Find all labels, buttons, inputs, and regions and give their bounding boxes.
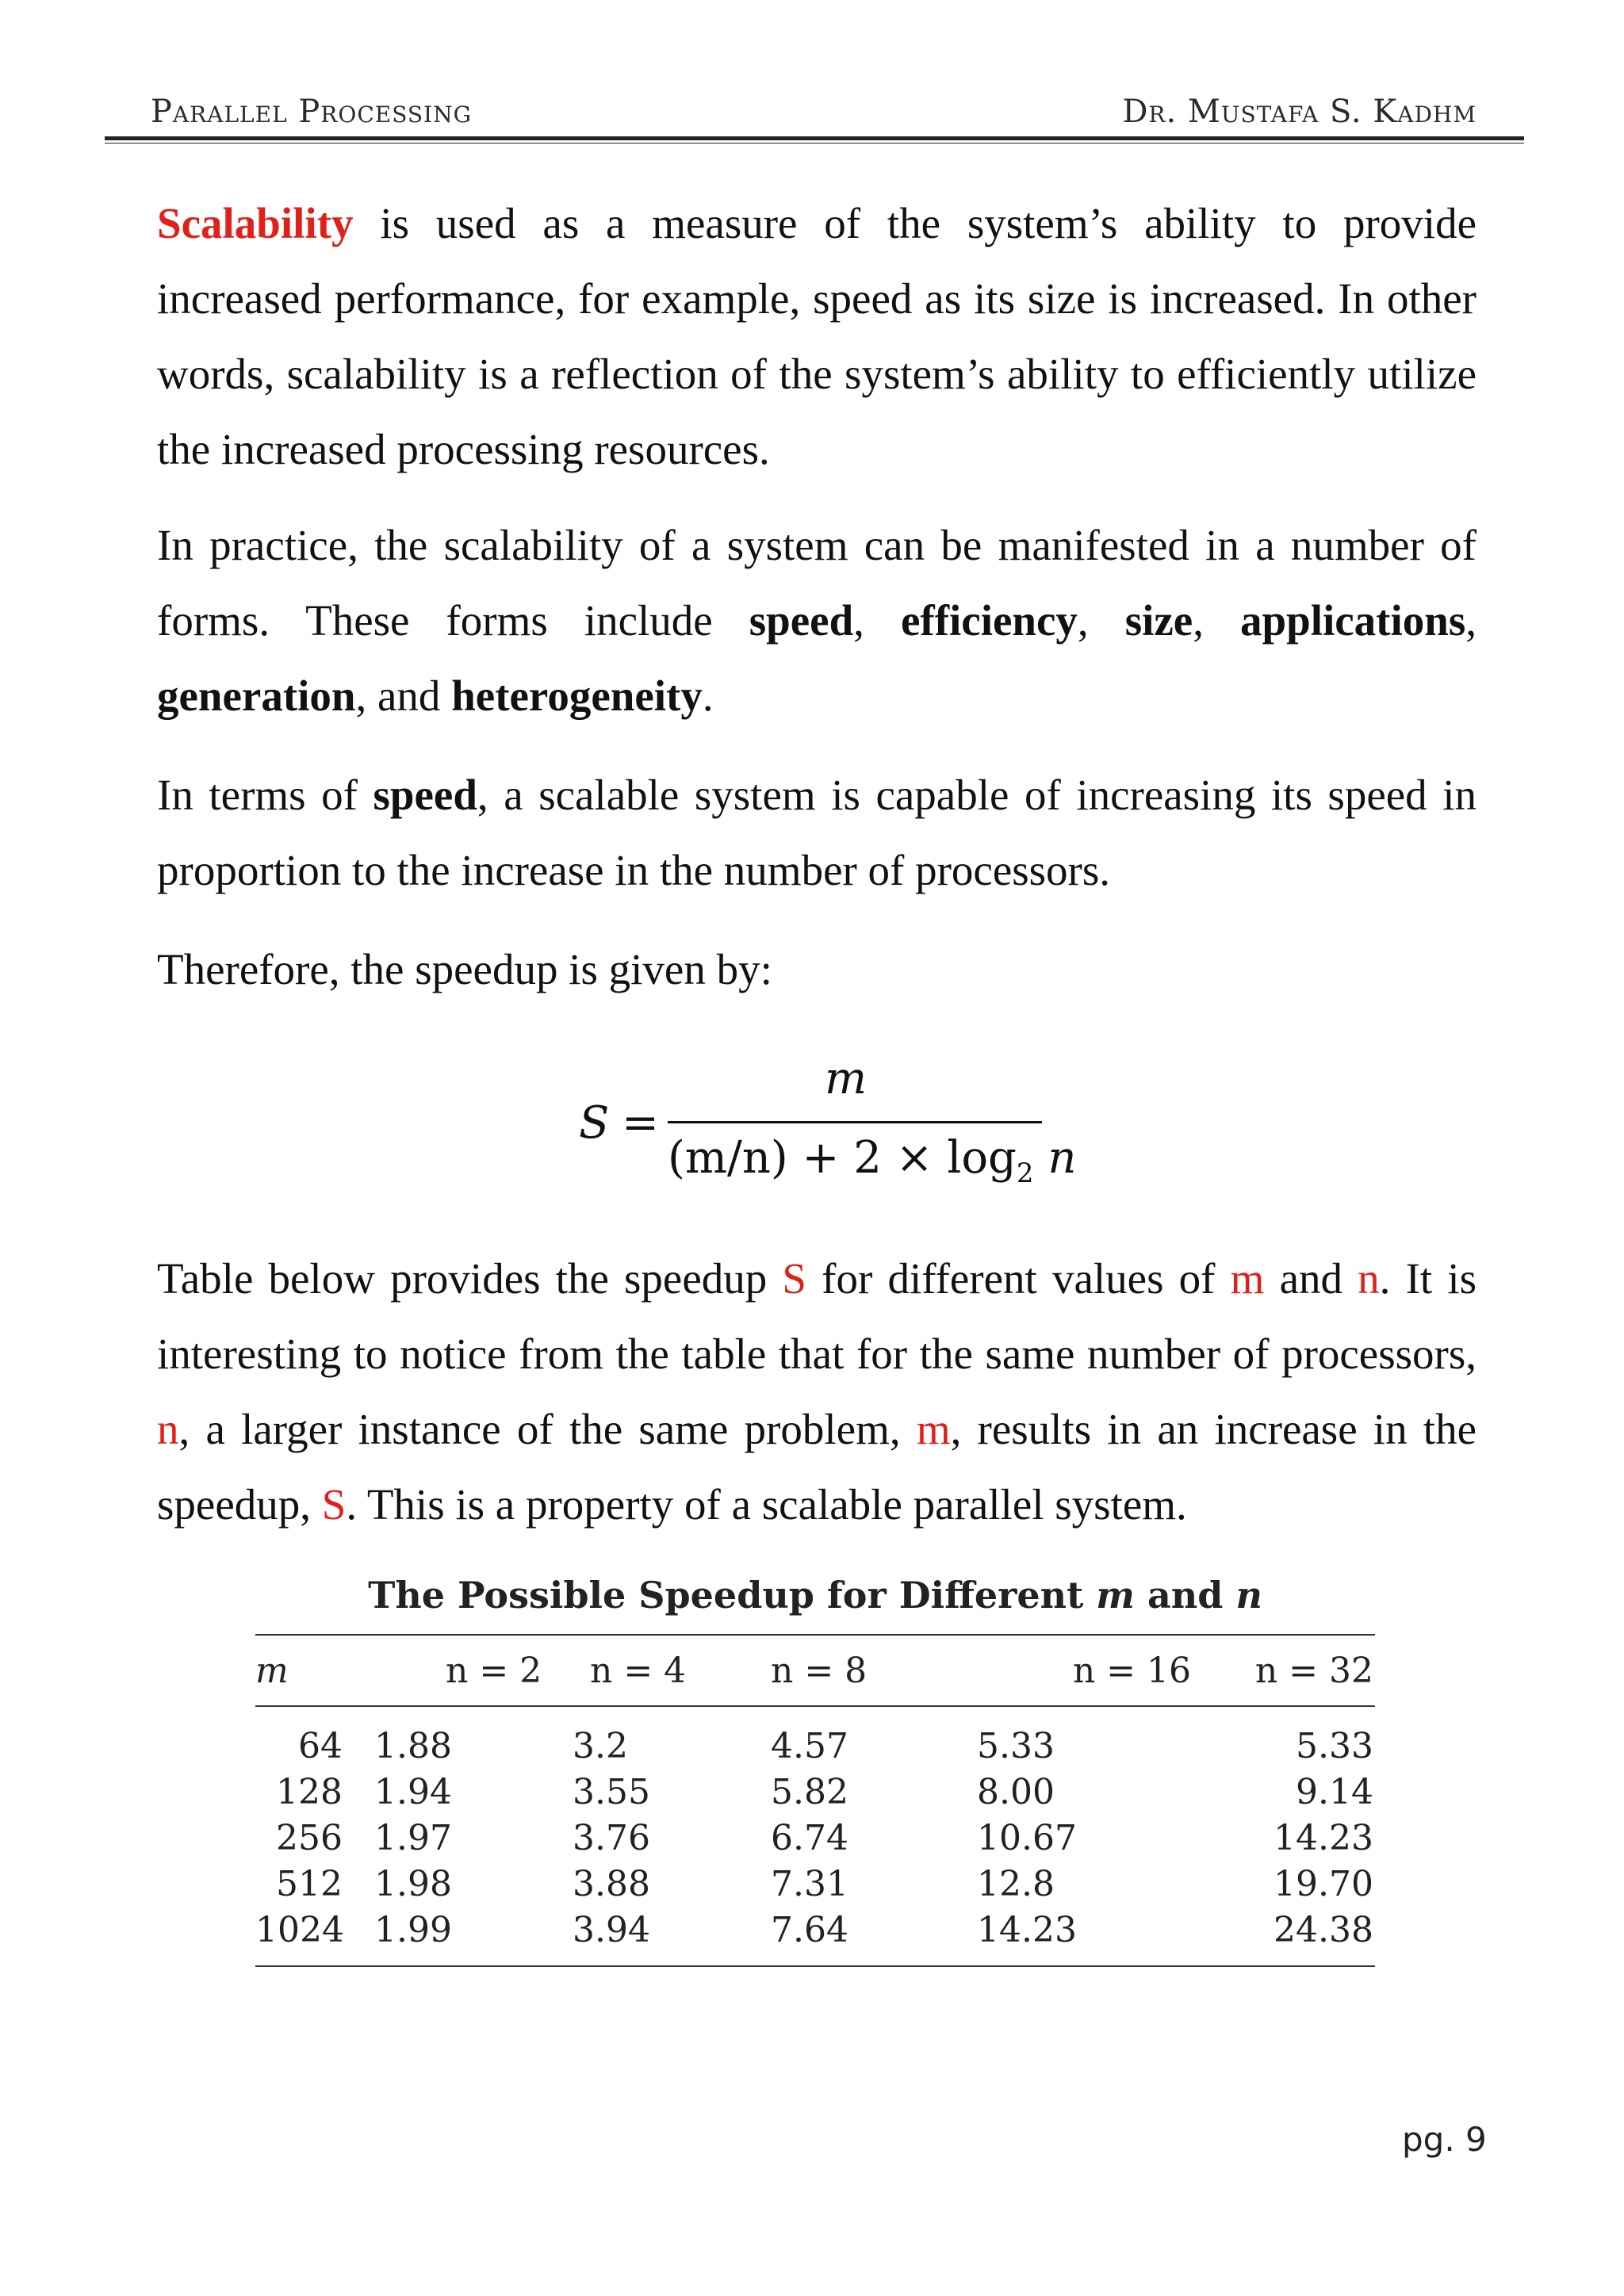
separator: ,: [1077, 596, 1125, 645]
cell: 1.94: [374, 1771, 452, 1812]
cell: 3.2: [573, 1725, 628, 1766]
paragraph-speed: [157, 757, 1477, 908]
paragraph-text: . This is a property of a scalable parallel system.: [346, 1480, 1187, 1529]
paragraph-text: for different values of: [806, 1254, 1231, 1303]
header-n4: n = 4: [590, 1650, 687, 1691]
table-header-row: [255, 1636, 1375, 1705]
cell: 7.64: [771, 1909, 848, 1950]
table-bottom-rule: [255, 1965, 1375, 1967]
title-text: The Possible Speedup for Different: [368, 1574, 1097, 1617]
cell: 14.23: [1274, 1817, 1373, 1858]
cell: 5.82: [771, 1771, 848, 1812]
table-title: [255, 1574, 1375, 1617]
cell: 9.14: [1296, 1771, 1373, 1812]
cell: 3.55: [573, 1771, 650, 1812]
cell-m: 128: [276, 1771, 343, 1812]
cell: 1.88: [374, 1725, 452, 1766]
var-m: m: [1230, 1254, 1265, 1303]
author-name: Dr. Mustafa S. Kadhm: [1122, 94, 1477, 130]
cell: 14.23: [977, 1909, 1077, 1950]
formula-denominator: [668, 1132, 1076, 1189]
separator: ,: [1193, 596, 1241, 645]
page-header: [105, 94, 1524, 133]
cell: 1.98: [374, 1863, 452, 1904]
header-n8: n = 8: [771, 1650, 868, 1691]
header-n32: n = 32: [1254, 1650, 1373, 1691]
speedup-table: [255, 1574, 1375, 1967]
formula-lhs: S: [579, 1097, 610, 1149]
cell: 6.74: [771, 1817, 848, 1858]
cell: 8.00: [977, 1771, 1055, 1812]
cell-m: 512: [276, 1863, 343, 1904]
paragraph-forms: [157, 507, 1477, 733]
denominator-part: (m/n) + 2 × log: [668, 1132, 1017, 1184]
header-n16: n = 16: [1072, 1650, 1191, 1691]
separator: ,: [1465, 596, 1477, 645]
table-row: [255, 1723, 1375, 1769]
table-row: [255, 1769, 1375, 1815]
form-speed: speed: [749, 596, 854, 645]
cell-m: 64: [298, 1725, 343, 1766]
cell: 12.8: [977, 1863, 1055, 1904]
paragraph-text: Table below provides the speedup: [157, 1254, 783, 1303]
cell-m: 1024: [255, 1909, 344, 1950]
paragraph-therefore: [157, 932, 1477, 1007]
cell: 3.88: [573, 1863, 650, 1904]
table-row: [255, 1907, 1375, 1953]
title-var-m: m: [1096, 1574, 1135, 1617]
var-s: S: [321, 1480, 347, 1529]
cell: 5.33: [977, 1725, 1055, 1766]
denominator-part: n: [1033, 1132, 1077, 1184]
var-n: n: [157, 1405, 179, 1453]
separator: ,: [853, 596, 901, 645]
var-m: m: [916, 1405, 951, 1453]
term-scalability: Scalability: [157, 199, 354, 247]
formula-numerator: m: [825, 1053, 868, 1104]
header-m: m: [255, 1650, 289, 1691]
paragraph-text: , a larger instance of the same problem,: [178, 1405, 917, 1453]
paragraph-scalability: [157, 186, 1477, 487]
table-body: [255, 1707, 1375, 1965]
cell: 10.67: [977, 1817, 1077, 1858]
cell: 3.94: [573, 1909, 650, 1950]
cell-m: 256: [276, 1817, 343, 1858]
separator: .: [702, 672, 714, 720]
separator: , and: [355, 672, 452, 720]
form-applications: applications: [1240, 596, 1466, 645]
cell: 7.31: [771, 1863, 848, 1904]
form-size: size: [1124, 596, 1193, 645]
log-base: 2: [1016, 1158, 1034, 1190]
term-speed: speed: [373, 771, 477, 819]
paragraph-text: , a scalable system is capable of increasing its speed in proportion to the increase in the number of processors.: [157, 771, 1477, 894]
paragraph-text: is used as a measure of the system’s ability to provide increased performance, for example, speed as its size is increased. In other words, scalability is a reflection of the system’s ability to efficiently utilize the increased processing resources.: [157, 199, 1477, 473]
title-text: and: [1134, 1574, 1236, 1617]
paragraph-table-intro: [157, 1241, 1477, 1542]
cell: 4.57: [771, 1725, 848, 1766]
paragraph-text: Therefore, the speedup is given by:: [157, 945, 772, 993]
course-title: Parallel Processing: [151, 94, 472, 130]
var-s: S: [782, 1254, 807, 1303]
cell: 1.97: [374, 1817, 452, 1858]
var-n: n: [1358, 1254, 1380, 1303]
paragraph-text: . It is interesting to notice from the table that for the same number of processors,: [157, 1254, 1477, 1378]
fraction-bar: [668, 1121, 1042, 1123]
form-generation: generation: [157, 672, 356, 720]
form-efficiency: efficiency: [900, 596, 1078, 645]
formula-equals: =: [622, 1097, 659, 1149]
paragraph-text: In practice, the scalability of a system can be manifested in a number of forms. These forms include: [157, 521, 1477, 645]
table-row: [255, 1861, 1375, 1907]
speedup-formula: [579, 1053, 1077, 1190]
header-rule: [105, 136, 1524, 144]
header-n2: n = 2: [446, 1650, 542, 1691]
page-number: pg. 9: [1402, 2120, 1487, 2159]
cell: 5.33: [1296, 1725, 1373, 1766]
title-var-n: n: [1235, 1574, 1262, 1617]
paragraph-text: In terms of: [157, 771, 373, 819]
cell: 24.38: [1274, 1909, 1373, 1950]
paragraph-text: , results in an increase in the speedup,: [157, 1405, 1477, 1529]
cell: 1.99: [374, 1909, 452, 1950]
cell: 19.70: [1274, 1863, 1373, 1904]
table-row: [255, 1815, 1375, 1861]
paragraph-text: and: [1264, 1254, 1358, 1303]
form-heterogeneity: heterogeneity: [451, 672, 703, 720]
cell: 3.76: [573, 1817, 650, 1858]
